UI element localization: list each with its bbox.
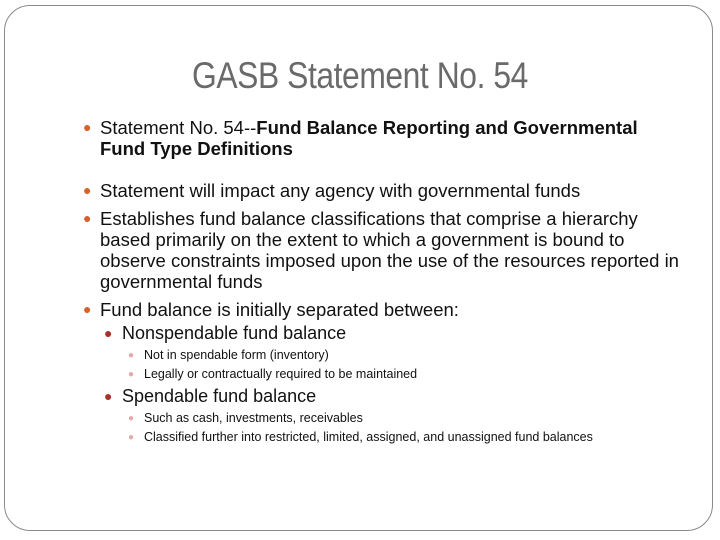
bullet-dot-icon: ● [128, 350, 135, 361]
bullet-text: Classified further into restricted, limited, assigned, and unassigned fund balances [144, 430, 593, 444]
bullet-text: Establishes fund balance classifications that comprise a hierarchy based primarily on the extent to which a government is bound to observe constraints imposed upon the use of the resources reported in governmental funds [100, 208, 679, 292]
bullet-dot-icon: ● [128, 432, 135, 443]
sub-sub-bullet [82, 428, 682, 447]
bullet-text: Spendable fund balance [122, 386, 317, 406]
sub-sub-bullet [82, 346, 682, 365]
bullet-dot-icon: ● [128, 413, 135, 424]
slide-content [82, 117, 682, 447]
sub-sub-bullet [82, 365, 682, 384]
bullet-dot-icon: ● [83, 182, 92, 198]
bullet-impact [82, 180, 682, 201]
bullet-text-bold: Fund Balance Reporting and Governmental Fund Type Definitions [100, 117, 638, 159]
bullet-dot-icon: ● [104, 388, 113, 404]
bullet-statement-name [82, 117, 682, 159]
sub-bullet-nonspendable [82, 323, 682, 344]
bullet-dot-icon: ● [128, 369, 135, 380]
sub-bullet-spendable [82, 386, 682, 407]
bullet-dot-icon: ● [104, 325, 113, 341]
slide-title: GASB Statement No. 54 [192, 55, 528, 96]
bullet-text: Statement will impact any agency with governmental funds [100, 180, 581, 201]
sub-sub-bullet [82, 409, 682, 428]
bullet-text-prefix: Statement No. 54-- [100, 117, 257, 138]
bullet-text: Fund balance is initially separated between: [100, 299, 459, 320]
bullet-text: Nonspendable fund balance [122, 323, 347, 343]
bullet-separation [82, 299, 682, 320]
bullet-text: Legally or contractually required to be maintained [144, 367, 418, 381]
bullet-dot-icon: ● [83, 210, 92, 226]
bullet-dot-icon: ● [83, 301, 92, 317]
bullet-text: Such as cash, investments, receivables [144, 411, 363, 425]
bullet-classifications [82, 208, 682, 292]
bullet-text: Not in spendable form (inventory) [144, 348, 329, 362]
bullet-dot-icon: ● [83, 119, 92, 135]
